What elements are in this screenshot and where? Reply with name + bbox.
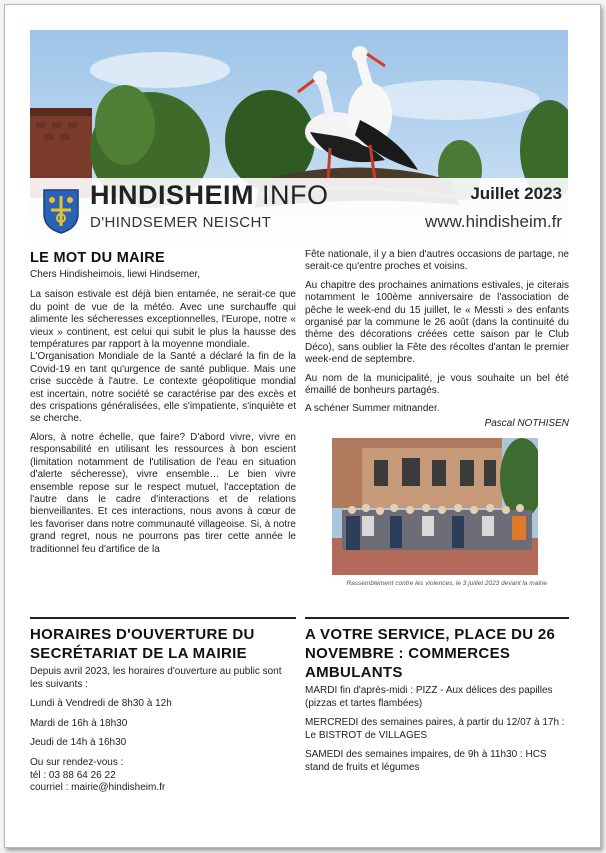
paragraph: Alors, à notre échelle, que faire? D'abord vivre, vivre en responsabilité en utilisant les ressources à bon escient (limitation notamment de l'utilisation de l'eau en situation d'alerte sécheresse), vivre ensemble… Le bien vivre ensemble repose sur le respect mutuel, l'acceptation de l'autre dans le cadre d'interactions et de relations bienveillantes. Et ces interactions, nous avons à cœur de les favoriser dans notre communauté villageoise. Si, à notre grand regret, nous ne pourrons pas tirer cette année le traditionnel feu d'artifice de la xyxy=(30,431,296,555)
contact-email[interactable]: courriel : mairie@hindisheim.fr xyxy=(30,782,166,794)
mot-du-maire-col1 xyxy=(30,249,296,562)
website-link[interactable]: www.hindisheim.fr xyxy=(425,212,562,231)
horaire-slot: Lundi à Vendredi de 8h30 à 12h xyxy=(30,698,172,710)
gathering-photo xyxy=(332,438,538,575)
section-divider xyxy=(305,617,569,619)
horaire-slot: Jeudi de 14h à 16h30 xyxy=(30,737,127,749)
paragraph: Au nom de la municipalité, je vous souhaite un bel été émaillé de bonheurs partagés. xyxy=(305,372,569,397)
commerce-item: MARDI fin d'après-midi : PIZZ - Aux délices des papilles (pizzas et tartes flambées) xyxy=(305,685,553,709)
commerce-item: MERCREDI des semaines paires, à partir du 12/07 à 17h : Le BISTROT de VILLAGES xyxy=(305,717,565,741)
photo-caption: Rassemblement contre les violences, le 3 juillet 2023 devant la mairie xyxy=(346,580,547,588)
paragraph: La saison estivale est déjà bien entamée, ne serait-ce que du point de vue de la météo. Avec une surchauffe qui alimente les sécheresses exceptionnelles, l'Europe, notre « vieux » continent, est celui qui subit le plus la hausse des températures par rapport à la moyenne mondiale. xyxy=(30,289,296,351)
newsletter-subtitle: D'HINDSEMER NEISCHT xyxy=(90,214,272,231)
paragraph: Au chapitre des prochaines animations estivales, je citerais notamment le 100ème anniversaire de l'association de pêche le week-end du 15 juillet, le « Messti » des enfants organisé par la commune le 26 août (dans la continuité du thème des décorations créées cette saison par le Club Déco), sans oublier la Fête des récoltes d'antan le premier week-end de septembre. xyxy=(305,279,569,366)
horaire-slot: Mardi de 16h à 18h30 xyxy=(30,717,128,729)
paragraph: A schéner Summer mitnander. xyxy=(305,403,440,415)
section-divider xyxy=(30,617,296,619)
mot-du-maire-col2 xyxy=(305,249,569,591)
section-heading: LE MOT DU MAIRE xyxy=(30,250,165,266)
header-banner xyxy=(30,30,568,242)
section-heading: A VOTRE SERVICE, PLACE DU 26 NOVEMBRE : COMMERCES AMBULANTS xyxy=(305,626,556,681)
contact-phone: tél : 03 88 64 26 22 xyxy=(30,769,116,781)
horaires-section xyxy=(30,625,296,795)
masthead xyxy=(30,178,568,242)
signature: Pascal NOTHISEN xyxy=(484,417,569,429)
horaires-intro: Depuis avril 2023, les horaires d'ouverture au public sont les suivants : xyxy=(30,666,282,690)
section-heading: HORAIRES D'OUVERTURE DU SECRÉTARIAT DE LA MAIRIE xyxy=(30,626,255,662)
coat-of-arms-icon xyxy=(42,188,80,234)
contact-intro: Ou sur rendez-vous : xyxy=(30,756,124,768)
greeting: Chers Hindisheimois, liewi Hindsemer, xyxy=(30,269,201,280)
newsletter-title: HINDISHEIM INFO xyxy=(90,180,329,210)
issue-date: Juillet 2023 xyxy=(470,184,562,203)
paragraph: L'Organisation Mondiale de la Santé a déclaré la fin de la Covid-19 en tant qu'urgence de santé publique. Mais une crise succède à l'autre. Le contexte géopolitique mondial est incertain, notre société se caractérise par des excès et des crispations généralisées, elle s'impatiente, s'inquiète et se cherche. xyxy=(30,351,296,425)
paragraph: Fête nationale, il y a bien d'autres occasions de partage, ne serait-ce qu'entre proches et voisins. xyxy=(305,249,569,273)
commerces-section xyxy=(305,625,569,782)
newsletter-page xyxy=(4,4,601,848)
commerce-item: SAMEDI des semaines impaires, de 9h à 11h30 : HCS stand de fruits et légumes xyxy=(305,749,547,773)
